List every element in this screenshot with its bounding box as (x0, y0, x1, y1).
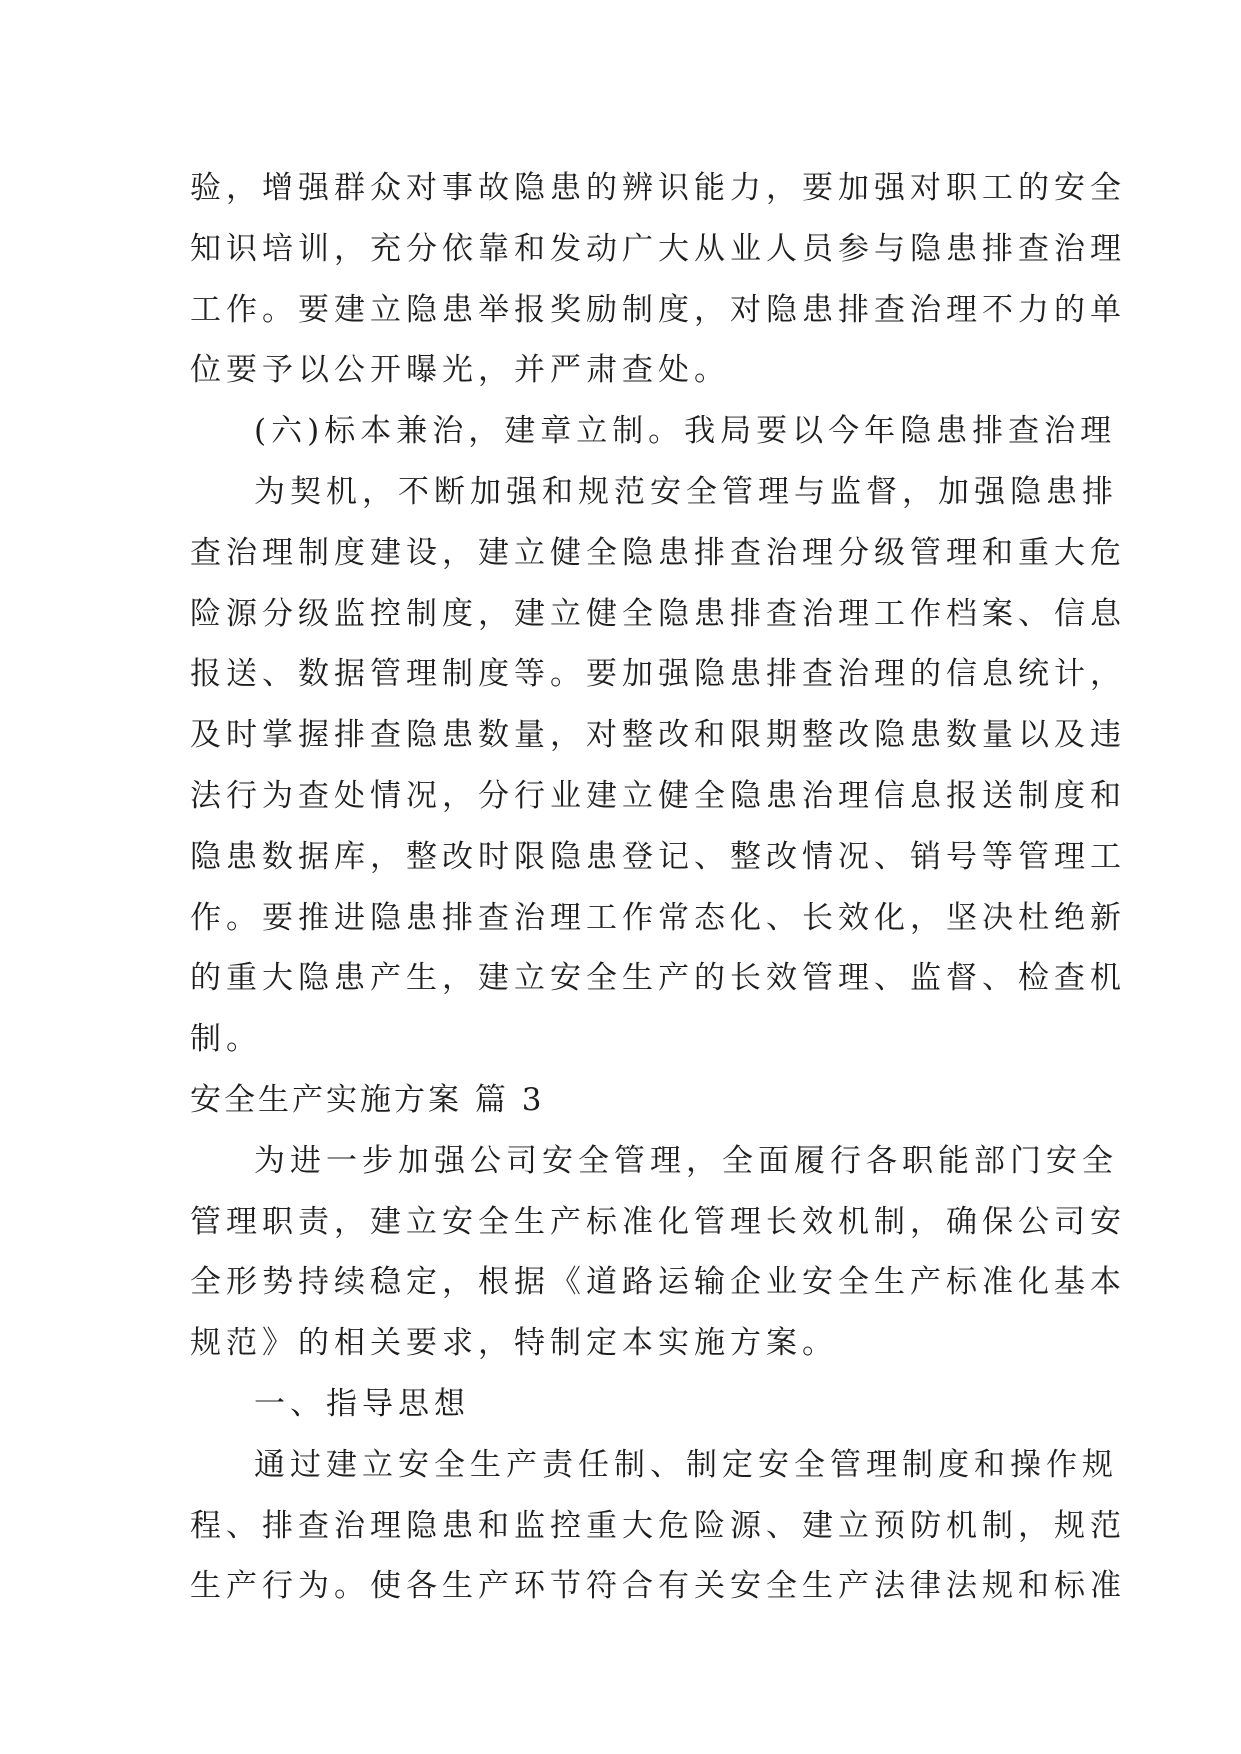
text-line: 的重大隐患产生，建立安全生产的长效管理、监督、检查机 (190, 960, 1126, 997)
text-line: 工作。要建立隐患举报奖励制度，对隐患排查治理不力的单 (190, 291, 1126, 328)
text-line: 制。 (190, 1021, 262, 1058)
text-line: 位要予以公开曝光，并严肃查处。 (190, 352, 730, 389)
subsection-heading: 一、指导思想 (254, 1385, 470, 1422)
text-line: 查治理制度建设，建立健全隐患排查治理分级管理和重大危 (190, 534, 1126, 571)
text-line: 通过建立安全生产责任制、制定安全管理制度和操作规 (254, 1446, 1118, 1483)
text-line: 及时掌握排查隐患数量，对整改和限期整改隐患数量以及违 (190, 717, 1126, 754)
text-line: (六)标本兼治，建章立制。我局要以今年隐患排查治理 (254, 413, 1117, 450)
text-line: 隐患数据库，整改时限隐患登记、整改情况、销号等管理工 (190, 838, 1126, 875)
text-line: 程、排查治理隐患和监控重大危险源、建立预防机制，规范 (190, 1507, 1126, 1544)
text-line: 为契机，不断加强和规范安全管理与监督，加强隐患排 (254, 473, 1118, 510)
text-line: 作。要推进隐患排查治理工作常态化、长效化，坚决杜绝新 (190, 899, 1126, 936)
text-line: 报送、数据管理制度等。要加强隐患排查治理的信息统计， (190, 656, 1126, 693)
text-line: 法行为查处情况，分行业建立健全隐患治理信息报送制度和 (190, 777, 1126, 814)
text-line: 管理职责，建立安全生产标准化管理长效机制，确保公司安 (190, 1203, 1126, 1240)
text-line: 全形势持续稳定，根据《道路运输企业安全生产标准化基本 (190, 1264, 1126, 1301)
text-line: 规范》的相关要求，特制定本实施方案。 (190, 1325, 838, 1362)
document-body (190, 158, 1126, 1617)
section-heading: 安全生产实施方案 篇 3 (190, 1081, 545, 1118)
text-line: 知识培训，充分依靠和发动广大从业人员参与隐患排查治理 (190, 230, 1126, 267)
text-line: 险源分级监控制度，建立健全隐患排查治理工作档案、信息 (190, 595, 1126, 632)
text-line: 为进一步加强公司安全管理，全面履行各职能部门安全 (254, 1142, 1118, 1179)
text-line: 验，增强群众对事故隐患的辨识能力，要加强对职工的安全 (190, 170, 1126, 206)
text-line: 生产行为。使各生产环节符合有关安全生产法律法规和标准 (190, 1568, 1126, 1605)
